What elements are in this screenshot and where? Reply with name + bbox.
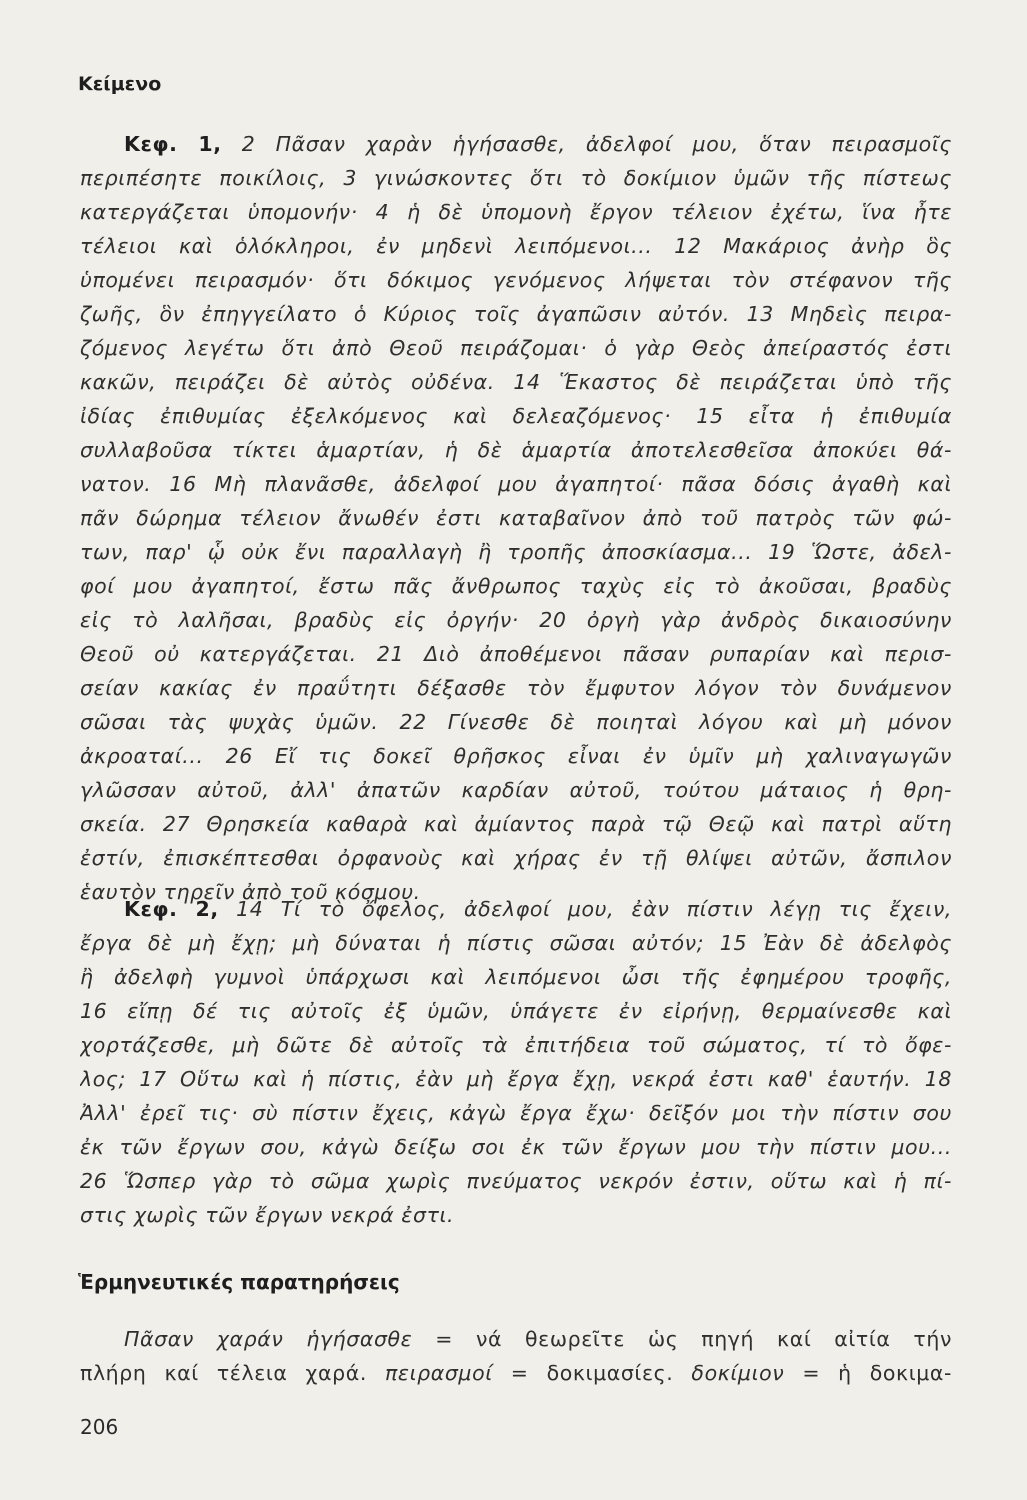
- section-heading-text: Κείμενο: [78, 73, 162, 95]
- text-line: 26 Ὥσπερ γὰρ τὸ σῶμα χωρὶς πνεύματος νεκρόν ἐστιν, οὕτω καὶ ἡ πί-: [80, 1169, 952, 1193]
- text-line: κακῶν, πειράζει δὲ αὐτὸς οὐδένα. 14 Ἕκαστος δὲ πειράζεται ὑπὸ τῆς: [80, 370, 952, 394]
- chapter-label: Κεφ. 2,: [124, 897, 219, 921]
- text-line: Κεφ. 1, 2 Πᾶσαν χαρὰν ἡγήσασθε, ἀδελφοί μου, ὅταν πειρασμοῖς: [124, 132, 952, 156]
- text-line: χορτάζεσθε, μὴ δῶτε δὲ αὐτοῖς τὰ ἐπιτήδεια τοῦ σώματος, τί τὸ ὄφε-: [80, 1033, 952, 1057]
- text-line: κατεργάζεται ὑπομονήν· 4 ἡ δὲ ὑπομονὴ ἔργον τέλειον ἐχέτω, ἵνα ἦτε: [80, 200, 952, 224]
- section-heading-notes: Ἑρμηνευτικές παρατηρήσεις: [78, 1270, 400, 1294]
- text-line: των, παρ' ᾧ οὐκ ἔνι παραλλαγὴ ἢ τροπῆς ἀποσκίασμα... 19 Ὥστε, ἀδελ-: [80, 540, 952, 564]
- text-line: σῶσαι τὰς ψυχὰς ὑμῶν. 22 Γίνεσθε δὲ ποιηταὶ λόγου καὶ μὴ μόνον: [80, 710, 952, 734]
- notes-text: [80, 1322, 952, 1390]
- text-line: Πᾶσαν χαράν ἡγήσασθε = νά θεωρεῖτε ὡς πηγή καί αἰτία τήν: [124, 1327, 952, 1351]
- text-line: ζόμενος λεγέτω ὅτι ἀπὸ Θεοῦ πειράζομαι· ὁ γὰρ Θεὸς ἀπείραστός ἐστι: [80, 336, 952, 360]
- page-number: 206: [80, 1415, 119, 1439]
- text-line: πλήρη καί τέλεια χαρά. πειρασμοί = δοκιμασίες. δοκίμιον = ἡ δοκιμα-: [80, 1361, 952, 1385]
- text-line: περιπέσητε ποικίλοις, 3 γινώσκοντες ὅτι τὸ δοκίμιον ὑμῶν τῆς πίστεως: [80, 166, 952, 190]
- text-line: πᾶν δώρημα τέλειον ἄνωθέν ἐστι καταβαῖνον ἀπὸ τοῦ πατρὸς τῶν φώ-: [80, 506, 952, 530]
- text-line: ὑπομένει πειρασμόν· ὅτι δόκιμος γενόμενος λήψεται τὸν στέφανον τῆς: [80, 268, 952, 292]
- chapter-label: Κεφ. 1,: [124, 132, 222, 156]
- text-line: σκεία. 27 Θρησκεία καθαρὰ καὶ ἀμίαντος παρὰ τῷ Θεῷ καὶ πατρὶ αὕτη: [80, 812, 952, 836]
- chapter-2-text: [80, 892, 952, 1232]
- text-line: ἰδίας ἐπιθυμίας ἐξελκόμενος καὶ δελεαζόμενος· 15 εἶτα ἡ ἐπιθυμία: [80, 404, 952, 428]
- text-line: στις χωρὶς τῶν ἔργων νεκρά ἐστι.: [80, 1203, 455, 1227]
- chapter-1-text: [80, 127, 952, 909]
- text-line: γλῶσσαν αὐτοῦ, ἀλλ' ἀπατῶν καρδίαν αὐτοῦ, τούτου μάταιος ἡ θρη-: [80, 778, 952, 802]
- text-line: ἐστίν, ἐπισκέπτεσθαι ὀρφανοὺς καὶ χήρας ἐν τῇ θλίψει αὐτῶν, ἄσπιλον: [80, 846, 952, 870]
- text-line: εἰς τὸ λαλῆσαι, βραδὺς εἰς ὀργήν· 20 ὀργὴ γὰρ ἀνδρὸς δικαιοσύνην: [80, 608, 952, 632]
- text-line: συλλαβοῦσα τίκτει ἁμαρτίαν, ἡ δὲ ἁμαρτία ἀποτελεσθεῖσα ἀποκύει θά-: [80, 438, 952, 462]
- text-line: Θεοῦ οὐ κατεργάζεται. 21 Διὸ ἀποθέμενοι πᾶσαν ρυπαρίαν καὶ περισ-: [80, 642, 952, 666]
- text-line: νατον. 16 Μὴ πλανᾶσθε, ἀδελφοί μου ἀγαπητοί· πᾶσα δόσις ἀγαθὴ καὶ: [80, 472, 952, 496]
- text-line: σείαν κακίας ἐν πραΰτητι δέξασθε τὸν ἔμφυτον λόγον τὸν δυνάμενον: [80, 676, 952, 700]
- text-line: ἔργα δὲ μὴ ἔχῃ; μὴ δύναται ἡ πίστις σῶσαι αὐτόν; 15 Ἐὰν δὲ ἀδελφὸς: [80, 931, 952, 955]
- text-line: ἑαυτὸν τηρεῖν ἀπὸ τοῦ κόσμου.: [80, 880, 421, 904]
- text-line: λος; 17 Οὕτω καὶ ἡ πίστις, ἐὰν μὴ ἔργα ἔχῃ, νεκρά ἐστι καθ' ἑαυτήν. 18: [80, 1067, 952, 1091]
- text-line: τέλειοι καὶ ὁλόκληροι, ἐν μηδενὶ λειπόμενοι... 12 Μακάριος ἀνὴρ ὃς: [80, 234, 952, 258]
- text-line: ἀκροαταί... 26 Εἴ τις δοκεῖ θρῆσκος εἶναι ἐν ὑμῖν μὴ χαλιναγωγῶν: [80, 744, 952, 768]
- text-line: φοί μου ἀγαπητοί, ἔστω πᾶς ἄνθρωπος ταχὺς εἰς τὸ ἀκοῦσαι, βραδὺς: [80, 574, 952, 598]
- text-line: 16 εἴπῃ δέ τις αὐτοῖς ἐξ ὑμῶν, ὑπάγετε ἐν εἰρήνῃ, θερμαίνεσθε καὶ: [80, 999, 952, 1023]
- text-line: Ἀλλ' ἐρεῖ τις· σὺ πίστιν ἔχεις, κἀγὼ ἔργα ἔχω· δεῖξόν μοι τὴν πίστιν σου: [80, 1101, 952, 1125]
- text-line: ζωῆς, ὃν ἐπηγγείλατο ὁ Κύριος τοῖς ἀγαπῶσιν αὐτόν. 13 Μηδεὶς πειρα-: [80, 302, 952, 326]
- text-line: ἢ ἀδελφὴ γυμνοὶ ὑπάρχωσι καὶ λειπόμενοι ὦσι τῆς ἐφημέρου τροφῆς,: [80, 965, 952, 989]
- text-line: Κεφ. 2, 14 Τί τὸ ὄφελος, ἀδελφοί μου, ἐὰν πίστιν λέγῃ τις ἔχειν,: [124, 897, 952, 921]
- text-line: ἐκ τῶν ἔργων σου, κἀγὼ δείξω σοι ἐκ τῶν ἔργων μου τὴν πίστιν μου...: [80, 1135, 952, 1159]
